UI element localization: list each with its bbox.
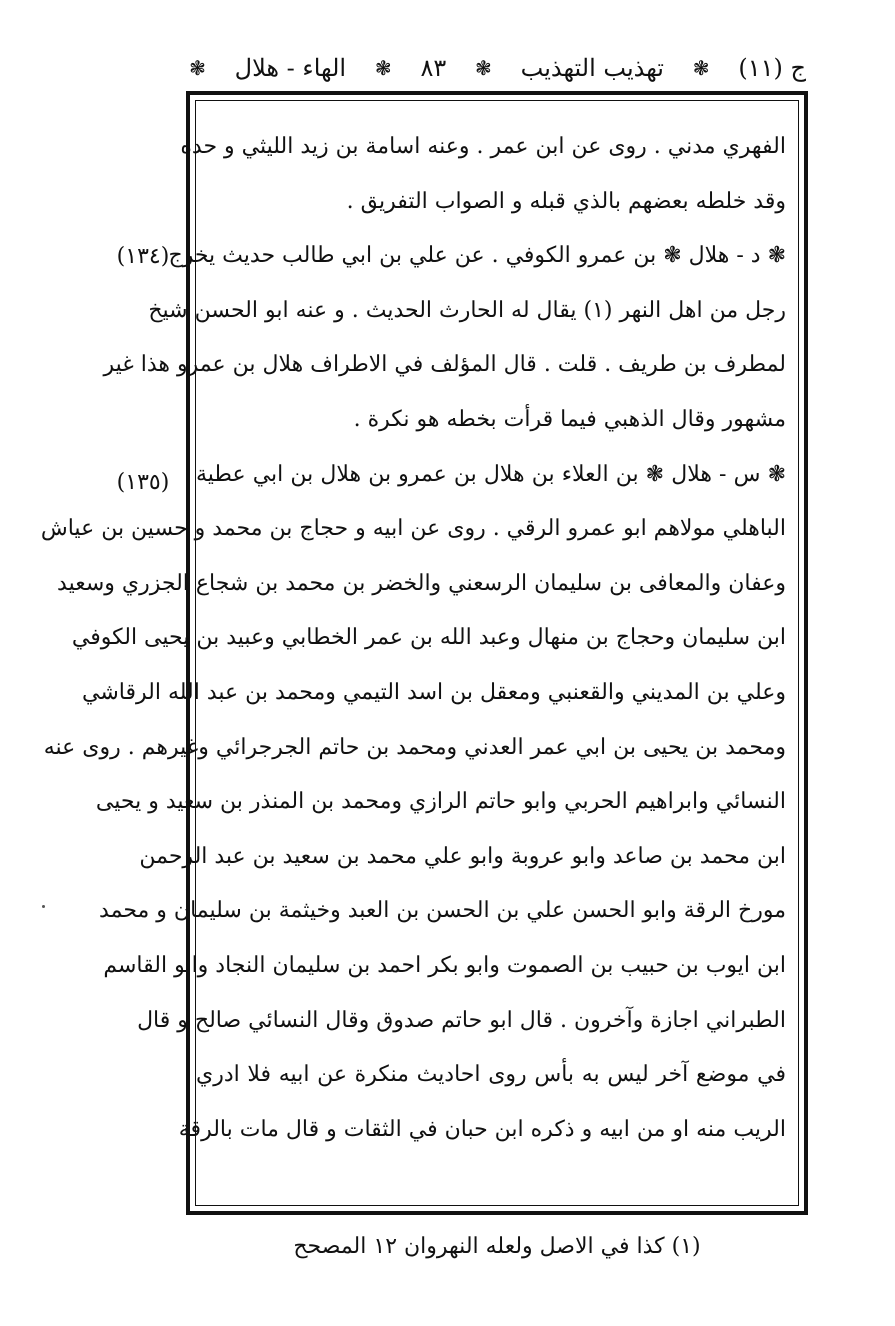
text-line: النسائي وابراهيم الحربي وابو حاتم الرازي ومحمد بن المنذر بن سعيد و يحيى — [95, 789, 786, 815]
text-line: لمطرف بن طريف . قلت . قال المؤلف في الاطراف هلال بن عمرو هذا غير — [103, 352, 786, 378]
ornament-icon: ❃ — [374, 56, 392, 80]
footnote: (١) كذا في الاصل ولعله النهروان ١٢ المصحح — [293, 1234, 701, 1259]
page-number: ٨٣ — [420, 54, 447, 82]
text-line: رجل من اهل النهر (١) يقال له الحارث الحديث . و عنه ابو الحسن شيخ — [148, 297, 786, 323]
ornament-icon: ❃ — [189, 56, 206, 80]
text-line: مورخ الرقة وابو الحسن علي بن الحسن بن العبد وخيثمة بن سليمان و محمد — [99, 898, 786, 924]
text-line: ابن سليمان وحجاج بن منهال وعبد الله بن عمر الخطابي وعبيد بن يحيى الكوفي — [71, 625, 786, 651]
text-line: وعلي بن المديني والقعنبي ومعقل بن اسد التيمي ومحمد بن عبد الله الرقاشي — [82, 679, 786, 705]
text-line: في موضع آخر ليس به بأس روى احاديث منكرة عن ابيه فلا ادري — [196, 1062, 786, 1088]
text-line: مشهور وقال الذهبي فيما قرأت بخطه هو نكرة . — [353, 406, 786, 432]
text-line: وعفان والمعافى بن سليمان الرسعني والخضر بن محمد بن شجاع الجزري وسعيد — [57, 570, 786, 596]
text-line: ابن محمد بن صاعد وابو عروبة وابو علي محمد بن سعيد بن عبد الرحمن — [139, 843, 786, 869]
text-line: الباهلي مولاهم ابو عمرو الرقي . روى عن ابيه و حجاج بن محمد و حسين بن عياش — [40, 516, 786, 542]
entry-number-135: (١٣٥) — [116, 470, 170, 495]
text-line: ابن ايوب بن حبيب بن الصموت وابو بكر احمد بن سليمان النجاد وابو القاسم — [103, 952, 786, 978]
running-header — [186, 48, 806, 88]
text-line: الفهري مدني . روى عن ابن عمر . وعنه اسامة بن زيد الليثي و حده — [180, 134, 786, 159]
section-label: الهاء - هلال — [234, 54, 347, 82]
book-title: تهذيب التهذيب — [520, 54, 664, 82]
text-line: وقد خلطه بعضهم بالذي قبله و الصواب التفريق . — [346, 188, 786, 214]
ornament-icon: ❃ — [475, 56, 492, 80]
text-line: الريب منه او من ابيه و ذكره ابن حبان في الثقات و قال مات بالرقة — [178, 1116, 786, 1142]
ornament-icon: ❃ — [692, 56, 710, 80]
text-line: ❃ س - هلال ❃ بن العلاء بن هلال بن عمرو بن هلال بن ابي عطية — [196, 461, 786, 487]
text-line: ومحمد بن يحيى بن ابي عمر العدني ومحمد بن حاتم الجرجرائي وغيرهم . روى عنه — [43, 734, 786, 760]
text-line: ❃ د - هلال ❃ بن عمرو الكوفي . عن علي بن ابي طالب حديث يخرج — [168, 243, 786, 269]
entry-number-134: (١٣٤) — [116, 244, 170, 269]
volume-label: ج (١١) — [738, 54, 806, 82]
scan-speck — [42, 905, 45, 908]
text-line: الطبراني اجازة وآخرون . قال ابو حاتم صدوق وقال النسائي صالح و قال — [137, 1007, 786, 1033]
